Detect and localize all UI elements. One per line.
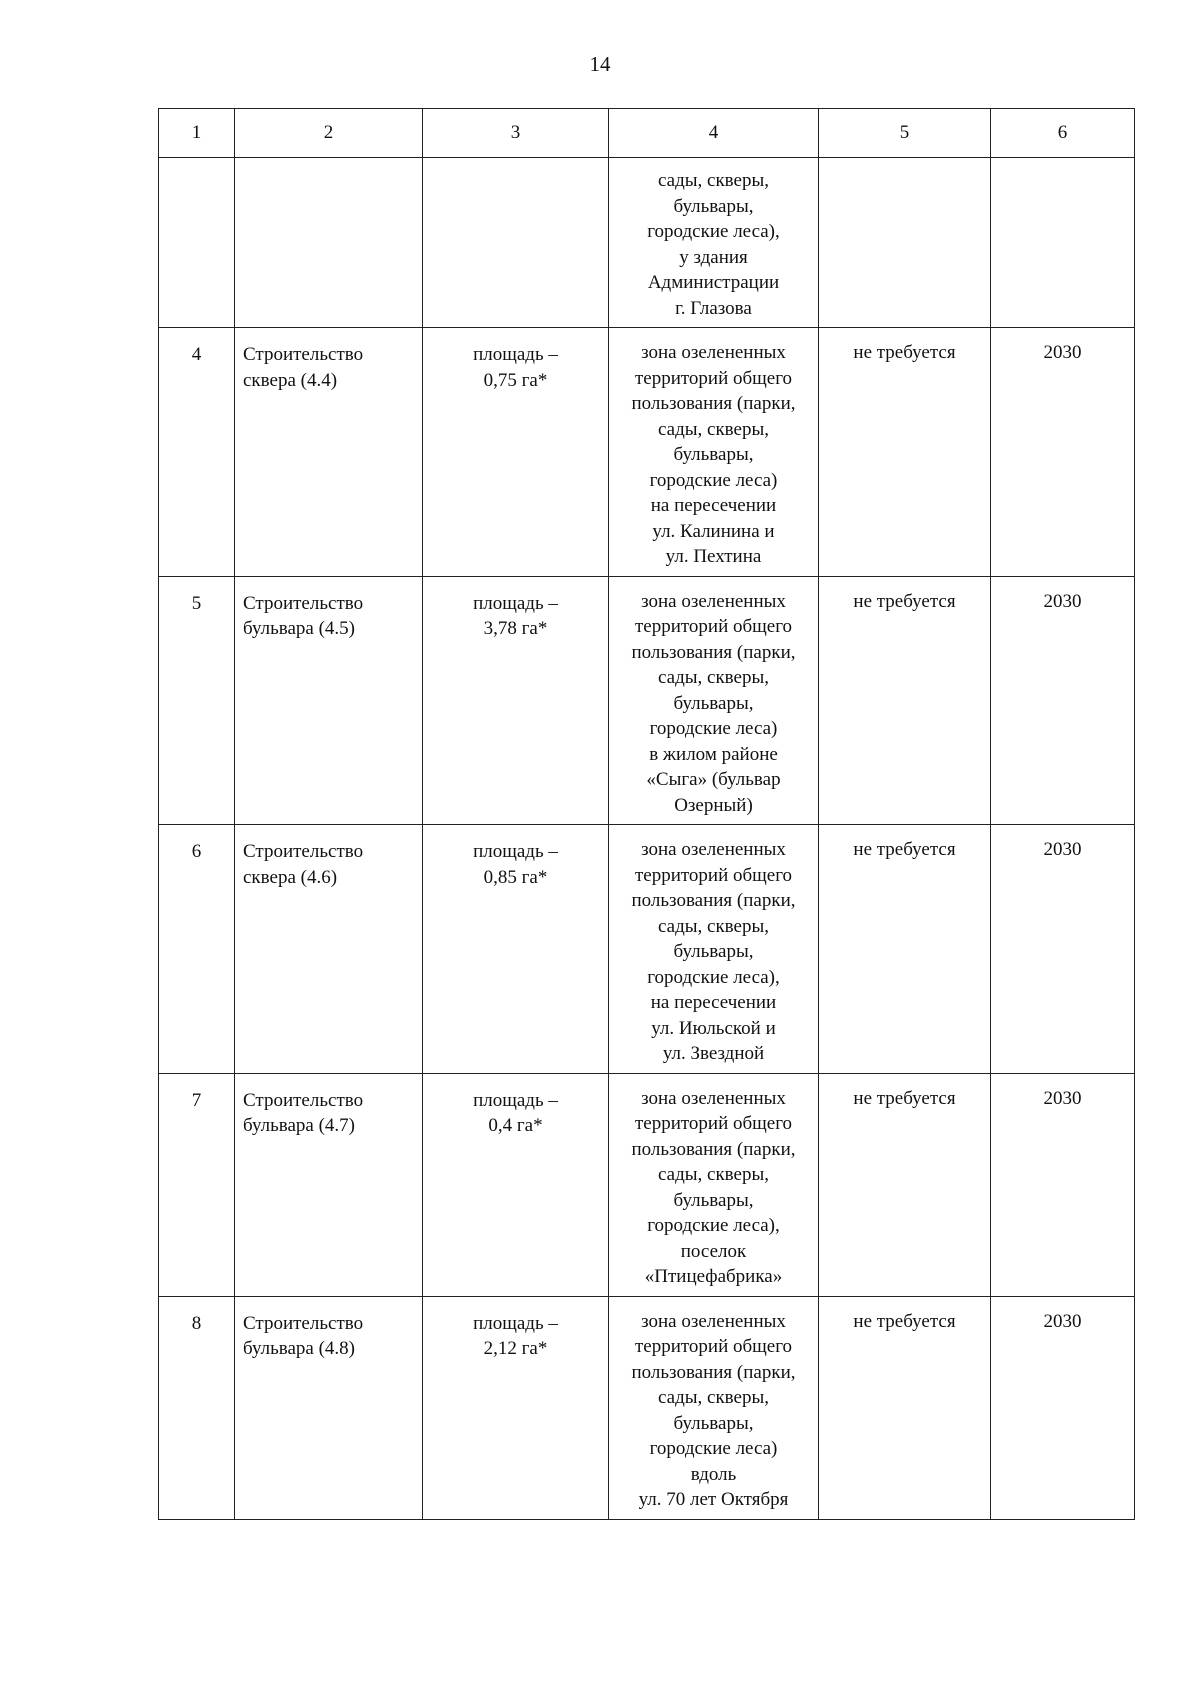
zone-line: ул. Звездной: [662, 1043, 765, 1064]
zone-line: сады, скверы,: [657, 418, 769, 440]
area-cell: [423, 576, 609, 825]
table-body: [159, 328, 1135, 1520]
zone-line: в жилом районе: [649, 743, 778, 765]
zone-line: пользования (парки,: [631, 890, 796, 911]
name-cell: [235, 576, 423, 825]
requirement-cell: не требуется: [819, 825, 991, 1074]
zone-line: сады, скверы,: [657, 667, 769, 688]
zone-line: Администрации: [647, 272, 780, 293]
name-cell: [235, 825, 423, 1074]
number-cell: [159, 158, 235, 328]
year-cell: [991, 158, 1135, 328]
zone-line: бульвары,: [673, 1412, 754, 1434]
zone-line: городские леса): [649, 718, 778, 739]
table-row: [159, 825, 1135, 1074]
area-cell: [423, 328, 609, 577]
zone-line: зона озелененных: [641, 342, 786, 363]
number-cell: 5: [159, 576, 235, 825]
table-row: [159, 576, 1135, 825]
zone-line: территорий общего: [634, 864, 793, 886]
zone-line: бульвары,: [673, 941, 754, 962]
column-header: 2: [235, 109, 423, 158]
zone-line: у здания: [679, 246, 748, 268]
zone-line: пользования (парки,: [631, 393, 796, 414]
area-line: 0,4 га*: [488, 1115, 543, 1136]
name-line: Строительство: [243, 841, 364, 862]
page-number: 14: [589, 52, 611, 76]
name-line: сквера (4.4): [243, 369, 338, 391]
requirement-cell: не требуется: [819, 1073, 991, 1296]
name-line: бульвара (4.7): [243, 1115, 355, 1136]
zone-cell: [609, 1296, 819, 1519]
zone-line: территорий общего: [634, 616, 793, 637]
zone-line: зона озелененных: [641, 839, 786, 860]
name-line: сквера (4.6): [243, 866, 338, 888]
zone-line: поселок: [680, 1240, 747, 1262]
number-cell: 7: [159, 1073, 235, 1296]
zone-line: ул. Пехтина: [665, 546, 762, 567]
zone-line: городские леса),: [647, 1215, 780, 1236]
area-line: 2,12 га*: [483, 1338, 548, 1359]
zone-line: сады, скверы,: [657, 915, 769, 937]
zone-line: зона озелененных: [641, 1087, 786, 1109]
zone-line: «Сыга» (бульвар: [646, 769, 781, 790]
zone-line: бульвары,: [673, 1189, 754, 1211]
requirement-cell: не требуется: [819, 1296, 991, 1519]
zone-line: «Птицефабрика»: [644, 1266, 783, 1287]
area-cell: [423, 1296, 609, 1519]
zone-cell: [609, 1073, 819, 1296]
year-cell: 2030: [991, 1073, 1135, 1296]
zone-line: бульвары,: [673, 692, 754, 714]
name-cell: [235, 328, 423, 577]
table-row: [159, 328, 1135, 577]
area-cell: [423, 1073, 609, 1296]
projects-table: [158, 108, 1135, 1520]
name-line: Строительство: [243, 1312, 364, 1334]
year-cell: 2030: [991, 1296, 1135, 1519]
area-line: площадь –: [473, 1312, 558, 1334]
zone-line: зона озелененных: [641, 590, 786, 612]
number-cell: 6: [159, 825, 235, 1074]
zone-cell: [609, 158, 819, 328]
zone-line: территорий общего: [634, 367, 793, 389]
zone-line: городские леса),: [647, 221, 780, 242]
zone-line: зона озелененных: [641, 1310, 786, 1332]
zone-line: ул. 70 лет Октября: [638, 1489, 789, 1510]
zone-line: городские леса): [649, 469, 778, 491]
table-row: [159, 1073, 1135, 1296]
zone-line: пользования (парки,: [631, 1138, 796, 1160]
area-line: площадь –: [473, 592, 558, 614]
column-header: 6: [991, 109, 1135, 158]
name-line: Строительство: [243, 592, 364, 614]
zone-line: сады, скверы,: [657, 170, 769, 191]
area-line: площадь –: [473, 344, 558, 365]
zone-line: сады, скверы,: [657, 1164, 769, 1185]
year-cell: 2030: [991, 328, 1135, 577]
requirement-cell: не требуется: [819, 576, 991, 825]
zone-line: бульвары,: [673, 195, 754, 217]
zone-line: г. Глазова: [675, 297, 752, 319]
area-line: площадь –: [473, 841, 558, 862]
table-row: [159, 1296, 1135, 1519]
zone-line: на пересечении: [650, 992, 777, 1013]
zone-line: Озерный): [674, 794, 753, 816]
area-line: площадь –: [473, 1089, 558, 1111]
name-cell: [235, 1296, 423, 1519]
zone-line: территорий общего: [634, 1113, 793, 1134]
number-cell: 8: [159, 1296, 235, 1519]
name-line: Строительство: [243, 344, 364, 365]
area-line: 0,85 га*: [483, 866, 548, 888]
name-line: Строительство: [243, 1089, 364, 1111]
name-cell: [235, 158, 423, 328]
year-cell: 2030: [991, 576, 1135, 825]
zone-cell: [609, 576, 819, 825]
column-header: 3: [423, 109, 609, 158]
zone-line: на пересечении: [650, 495, 777, 516]
table-row-continuation: [159, 158, 1135, 328]
column-header: 5: [819, 109, 991, 158]
area-cell: [423, 825, 609, 1074]
zone-line: ул. Калинина и: [652, 520, 775, 542]
area-cell: [423, 158, 609, 328]
column-header: 4: [609, 109, 819, 158]
zone-line: городские леса),: [647, 966, 780, 988]
zone-line: сады, скверы,: [657, 1387, 769, 1408]
name-line: бульвара (4.8): [243, 1338, 355, 1359]
requirement-cell: не требуется: [819, 328, 991, 577]
name-cell: [235, 1073, 423, 1296]
zone-line: ул. Июльской и: [651, 1017, 776, 1039]
zone-line: пользования (парки,: [631, 641, 796, 663]
zone-line: городские леса): [649, 1438, 778, 1459]
zone-cell: [609, 328, 819, 577]
zone-line: территорий общего: [634, 1336, 793, 1357]
column-header: 1: [159, 109, 235, 158]
requirement-cell: [819, 158, 991, 328]
zone-line: бульвары,: [673, 444, 754, 465]
zone-line: вдоль: [690, 1463, 737, 1485]
name-line: бульвара (4.5): [243, 618, 355, 639]
area-line: 0,75 га*: [483, 369, 548, 391]
table-header-row: [159, 109, 1135, 158]
year-cell: 2030: [991, 825, 1135, 1074]
area-line: 3,78 га*: [483, 618, 548, 639]
number-cell: 4: [159, 328, 235, 577]
zone-cell: [609, 825, 819, 1074]
zone-line: пользования (парки,: [631, 1361, 796, 1383]
